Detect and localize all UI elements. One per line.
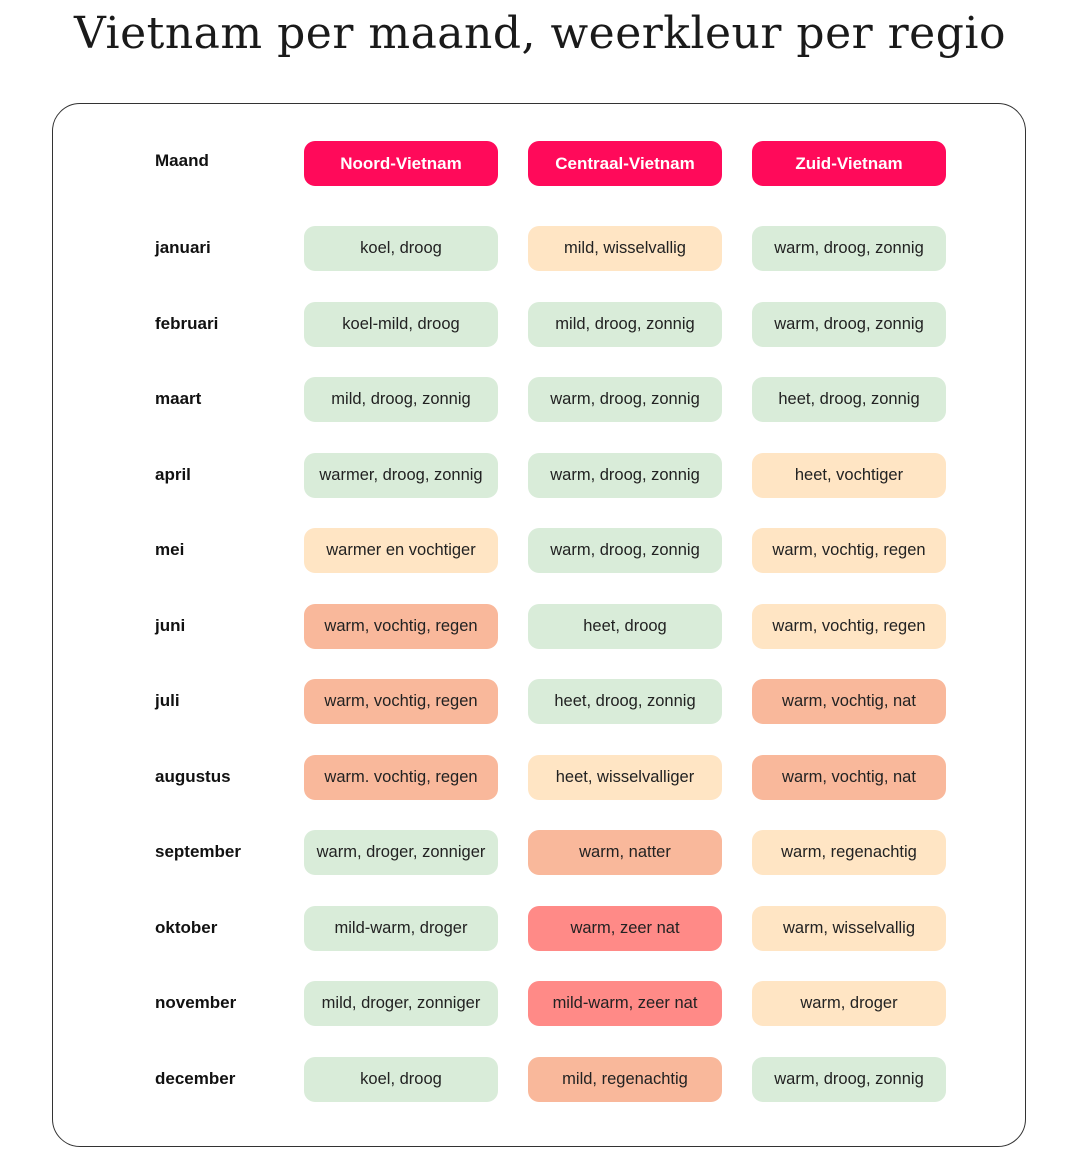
weather-cell: heet, droog, zonnig xyxy=(528,679,722,724)
weather-cell: warm, droog, zonnig xyxy=(752,302,946,347)
weather-cell: warm, vochtig, regen xyxy=(304,679,498,724)
page-title: Vietnam per maand, weerkleur per regio xyxy=(74,8,1006,59)
month-label-oktober: oktober xyxy=(155,918,218,937)
weather-cell: heet, vochtiger xyxy=(752,453,946,498)
weather-cell: mild, droger, zonniger xyxy=(304,981,498,1026)
weather-cell: warm, zeer nat xyxy=(528,906,722,951)
weather-cell: koel, droog xyxy=(304,1057,498,1102)
weather-cell: warm, vochtig, nat xyxy=(752,755,946,800)
weather-cell: warmer, droog, zonnig xyxy=(304,453,498,498)
weather-cell: warm. vochtig, regen xyxy=(304,755,498,800)
weather-cell: mild-warm, droger xyxy=(304,906,498,951)
weather-cell: mild-warm, zeer nat xyxy=(528,981,722,1026)
weather-cell: heet, droog xyxy=(528,604,722,649)
weather-cell: koel-mild, droog xyxy=(304,302,498,347)
weather-cell: mild, droog, zonnig xyxy=(304,377,498,422)
weather-cell: warm, vochtig, regen xyxy=(752,604,946,649)
month-label-februari: februari xyxy=(155,314,219,333)
weather-cell: mild, wisselvallig xyxy=(528,226,722,271)
month-label-december: december xyxy=(155,1069,236,1088)
weather-cell: mild, regenachtig xyxy=(528,1057,722,1102)
month-label-maart: maart xyxy=(155,389,202,408)
month-label-juni: juni xyxy=(155,616,186,635)
weather-cell: warm, droog, zonnig xyxy=(528,453,722,498)
region-header-noord: Noord-Vietnam xyxy=(304,141,498,186)
weather-cell: warm, vochtig, regen xyxy=(752,528,946,573)
month-column-header: Maand xyxy=(155,151,209,170)
weather-cell: warm, wisselvallig xyxy=(752,906,946,951)
month-label-mei: mei xyxy=(155,540,185,559)
month-label-april: april xyxy=(155,465,191,484)
region-header-zuid: Zuid-Vietnam xyxy=(752,141,946,186)
weather-cell: warm, droger, zonniger xyxy=(304,830,498,875)
weather-cell: warm, droger xyxy=(752,981,946,1026)
weather-cell: warm, natter xyxy=(528,830,722,875)
weather-cell: warm, droog, zonnig xyxy=(528,528,722,573)
weather-cell: koel, droog xyxy=(304,226,498,271)
month-label-augustus: augustus xyxy=(155,767,231,786)
weather-cell: heet, wisselvalliger xyxy=(528,755,722,800)
weather-cell: warm, vochtig, nat xyxy=(752,679,946,724)
weather-cell: warm, droog, zonnig xyxy=(752,226,946,271)
month-label-juli: juli xyxy=(155,691,180,710)
region-header-centraal: Centraal-Vietnam xyxy=(528,141,722,186)
month-label-september: september xyxy=(155,842,241,861)
weather-cell: warmer en vochtiger xyxy=(304,528,498,573)
month-label-november: november xyxy=(155,993,237,1012)
weather-cell: mild, droog, zonnig xyxy=(528,302,722,347)
weather-cell: heet, droog, zonnig xyxy=(752,377,946,422)
month-label-januari: januari xyxy=(155,238,211,257)
weather-cell: warm, droog, zonnig xyxy=(528,377,722,422)
weather-cell: warm, droog, zonnig xyxy=(752,1057,946,1102)
weather-cell: warm, regenachtig xyxy=(752,830,946,875)
weather-cell: warm, vochtig, regen xyxy=(304,604,498,649)
